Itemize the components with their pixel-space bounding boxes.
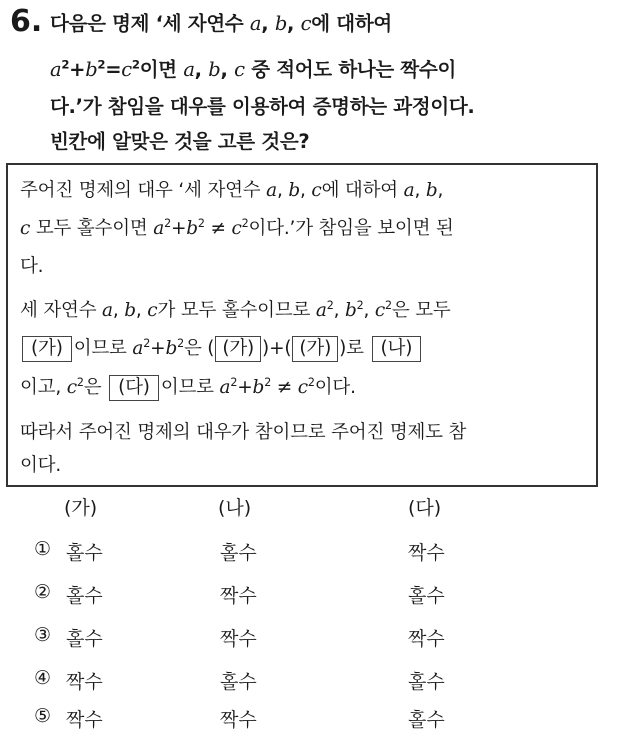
question-line-4: 빈칸에 알맞은 것을 고른 것은? (50, 130, 310, 153)
choice-5[interactable] (34, 705, 594, 747)
choice-3[interactable] (34, 624, 594, 666)
blank-na: (나) (372, 336, 422, 362)
question-number: 6. (10, 4, 43, 39)
choice-ga: 짝수 (66, 671, 103, 693)
choice-na: 짝수 (220, 628, 257, 650)
choice-ga: 홀수 (66, 585, 103, 607)
choice-number: ③ (34, 624, 52, 646)
choice-da: 짝수 (408, 542, 445, 564)
choice-da: 홀수 (408, 585, 445, 607)
choice-4[interactable] (34, 667, 594, 709)
proof-line-8: 이다. (20, 455, 62, 476)
choice-number: ② (34, 581, 52, 603)
proof-line-5: (가) 이므로 $a^2+b^2$은 ( (가) )+( (가) )로 (나) (20, 334, 423, 362)
proof-line-2: c 모두 홀수이면 $a^2+b^2 \ne c^2$이다.’가 참임을 보이면 된 (20, 216, 454, 239)
choice-1[interactable] (34, 538, 594, 580)
proof-line-6: 이고, $c^2$은 (다) 이므로 $a^2+b^2 \ne c^2$이다. (20, 373, 356, 401)
choice-ga: 홀수 (66, 542, 103, 564)
question-line-3: 다.’가 참임을 대우를 이용하여 증명하는 과정이다. (50, 95, 475, 118)
question-line-2: $a^2+b^2=c^2$이면 a, b, c 중 적어도 하나는 짝수이 (50, 57, 457, 81)
choice-number: ① (34, 538, 52, 560)
choice-da: 홀수 (408, 671, 445, 693)
proof-line-4: 세 자연수 a, b, c가 모두 홀수이므로 $a^2$, $b^2$, $c^2$은 모두 (20, 298, 451, 321)
header-na: (나) (218, 497, 252, 519)
proof-line-3: 다. (20, 256, 44, 277)
header-da: (다) (408, 497, 442, 519)
blank-ga-2: (가) (215, 336, 261, 362)
choice-na: 짝수 (220, 709, 257, 731)
blank-da: (다) (109, 375, 159, 401)
header-ga: (가) (64, 497, 98, 519)
choice-number: ④ (34, 667, 52, 689)
choice-number: ⑤ (34, 705, 52, 727)
question-line-1: 다음은 명제 ‘세 자연수 a, b, c에 대하여 (50, 12, 392, 35)
choice-ga: 홀수 (66, 628, 103, 650)
choice-ga: 짝수 (66, 709, 103, 731)
proof-line-7: 따라서 주어진 명제의 대우가 참이므로 주어진 명제도 참 (20, 422, 467, 443)
choice-da: 홀수 (408, 709, 445, 731)
choice-2[interactable] (34, 581, 594, 623)
choice-na: 짝수 (220, 585, 257, 607)
choice-da: 짝수 (408, 628, 445, 650)
blank-ga-3: (가) (292, 336, 338, 362)
blank-ga: (가) (22, 336, 72, 362)
proof-line-1: 주어진 명제의 대우 ‘세 자연수 a, b, c에 대하여 a, b, (20, 180, 444, 201)
choice-na: 홀수 (220, 542, 257, 564)
choice-na: 홀수 (220, 671, 257, 693)
